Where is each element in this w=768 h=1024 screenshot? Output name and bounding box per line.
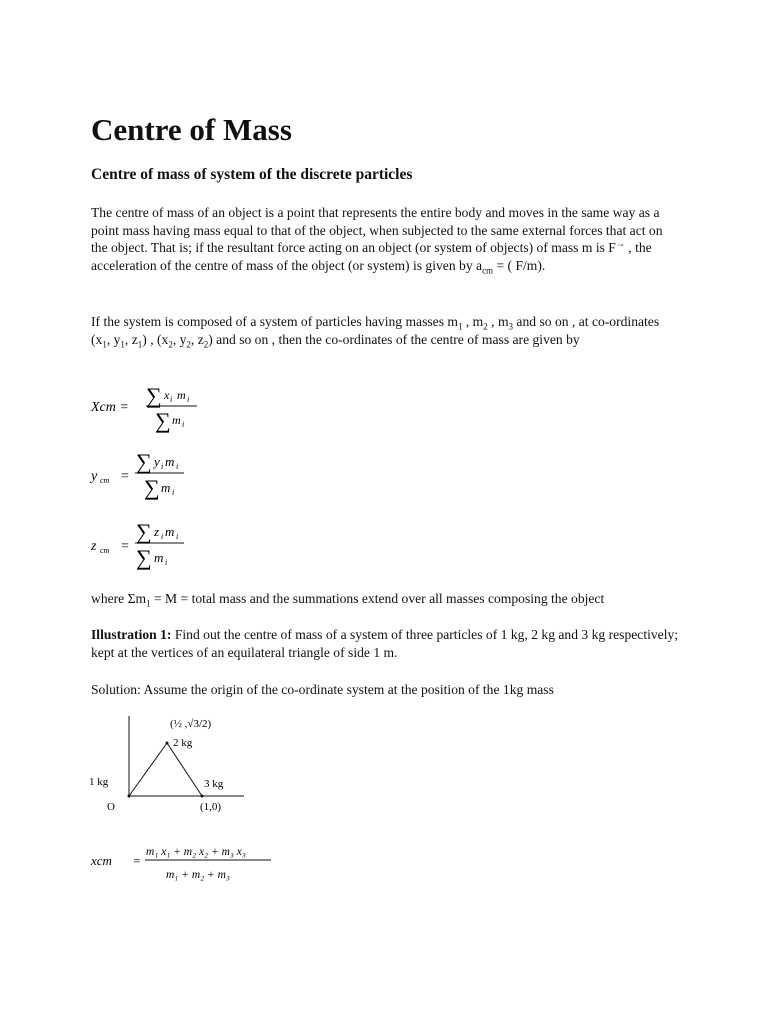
illustration-text: Find out the centre of mass of a system of three particles of 1 kg, 2 kg and 3 kg respectively; kept at the vertices of an equilateral triangle of side 1 m.: [91, 627, 679, 660]
p2-a: If the system is composed of a system of particles having masses m: [91, 314, 458, 329]
sub-y2: 2: [186, 339, 191, 350]
paragraph-illustration: [91, 626, 681, 661]
last-denominator: m₁ + m₂ + m₃: [166, 869, 230, 881]
equation-xcm-expanded: [91, 840, 291, 890]
equation-ycm: [91, 450, 211, 500]
paragraph-solution: Solution: Assume the origin of the co-ordinate system at the position of the 1kg mass: [91, 682, 554, 697]
sub-2: 2: [483, 321, 488, 332]
sub-z1: 1: [137, 339, 143, 350]
svg-text:m: m: [165, 454, 175, 469]
equation-zcm: [91, 518, 211, 570]
zcm-lhs-sub: cm: [100, 546, 110, 555]
svg-text:i: i: [176, 462, 179, 471]
paragraph-particles: [91, 313, 681, 348]
svg-text:i: i: [161, 532, 164, 541]
p2-h: , y: [172, 331, 187, 347]
origin-label: O: [107, 801, 115, 813]
svg-text:m: m: [154, 550, 164, 565]
p1-text-3: = ( F/m).: [493, 257, 546, 273]
svg-text:∑: ∑: [136, 519, 152, 544]
equation-xcm: [91, 384, 221, 434]
svg-text:x: x: [164, 388, 170, 402]
svg-text:∑: ∑: [136, 545, 152, 570]
svg-text:m: m: [161, 480, 171, 495]
p2-e: , y: [106, 331, 121, 347]
paragraph-where: [91, 590, 681, 608]
svg-text:z: z: [154, 524, 160, 539]
sub-1: 1: [457, 321, 463, 332]
ycm-lhs: y: [91, 469, 98, 484]
zcm-lhs: z: [91, 539, 97, 554]
sub-3: 3: [508, 321, 514, 332]
last-lhs: xcm: [91, 853, 112, 868]
svg-text:m: m: [172, 413, 181, 427]
acm-subscript: cm: [482, 265, 494, 276]
sub-x2: 2: [168, 339, 173, 350]
p2-c: , m: [487, 314, 509, 329]
p3-b: = M = total mass and the summations extend over all masses composing the object: [150, 591, 605, 606]
ycm-lhs-sub: cm: [100, 476, 110, 485]
mass-left-label: 1 kg: [89, 776, 109, 788]
sub-x1: 1: [102, 339, 107, 350]
triangle-right-side: [167, 743, 202, 796]
p1-text: The centre of mass of an object is a point that represents the entire body and moves in the same way as a point mass having mass equal to that of the object, when subjected to the same external forces that act on the object. That is; if the resultant force acting on an object (or system of objects) of mass m is F: [91, 205, 663, 256]
svg-text:i: i: [170, 395, 173, 404]
paragraph-definition: [91, 204, 681, 274]
sigma-num: ∑: [146, 383, 162, 408]
zcm-eq: =: [121, 539, 129, 554]
svg-text:i: i: [172, 488, 175, 497]
svg-text:∑: ∑: [136, 449, 152, 474]
sub-y1: 1: [120, 339, 125, 350]
triangle-left-side: [129, 743, 167, 796]
ycm-eq: =: [121, 469, 129, 484]
p2-j: ) and so on , then the co-ordinates of the centre of mass are given by: [208, 331, 580, 347]
p3-sub: 1: [146, 598, 151, 609]
svg-text:i: i: [165, 558, 168, 567]
mass-right-label: 3 kg: [204, 778, 224, 790]
svg-text:i: i: [176, 532, 179, 541]
right-coord-label: (1,0): [200, 801, 222, 813]
top-coord-label: (½ ,√3/2): [170, 718, 212, 730]
svg-text:i: i: [187, 395, 190, 404]
p2-f: , z: [124, 331, 138, 347]
last-numerator: m₁ x₁ + m₂ x₂ + m₃ x₃: [146, 846, 246, 858]
svg-text:y: y: [154, 454, 160, 469]
section-heading: Centre of mass of system of the discrete particles: [91, 166, 413, 183]
vertex-top: [166, 742, 169, 745]
svg-text:∑: ∑: [144, 475, 160, 500]
mass-top-label: 2 kg: [173, 737, 193, 749]
sub-z2: 2: [203, 339, 209, 350]
illustration-label: Illustration 1:: [91, 627, 172, 642]
p2-b: , m: [462, 314, 484, 329]
last-eq: =: [133, 853, 141, 868]
p2-g: ) , (x: [142, 331, 169, 347]
vertex-right: [201, 795, 204, 798]
xcm-lhs: Xcm =: [91, 400, 129, 415]
p1-text-2: , the acceleration of the centre of mass of the object (or system) is given by a: [91, 240, 652, 273]
vertex-origin: [128, 795, 131, 798]
p2-d: and so on , at co-ordinates (x: [91, 314, 660, 347]
svg-text:m: m: [165, 524, 175, 539]
p3-a: where Σm: [91, 591, 147, 606]
sigma-den: ∑: [155, 408, 171, 433]
p2-i: , z: [190, 331, 204, 347]
svg-text:i: i: [161, 462, 164, 471]
vector-arrow: →: [615, 238, 625, 249]
page-title: Centre of Mass: [91, 112, 292, 147]
triangle-diagram: [80, 706, 280, 816]
svg-text:i: i: [182, 420, 185, 429]
svg-text:m: m: [177, 388, 186, 402]
